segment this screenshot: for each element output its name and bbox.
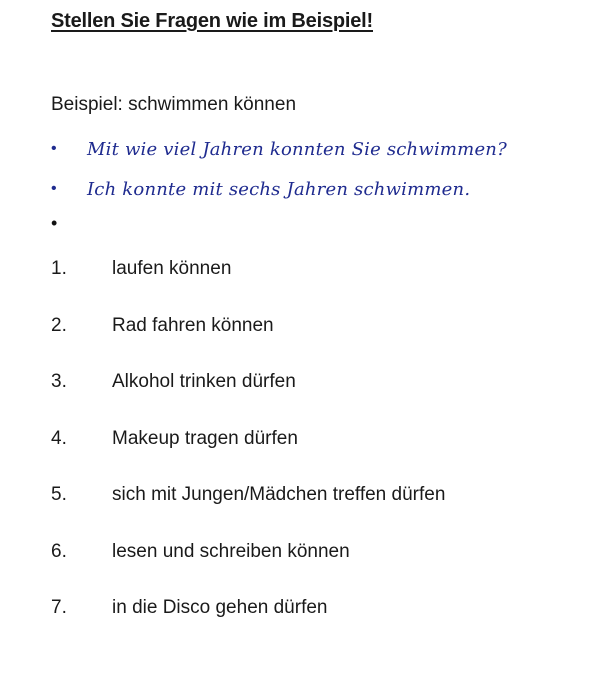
task-number: 6. bbox=[51, 541, 67, 562]
example-label: Beispiel: schwimmen können bbox=[51, 94, 297, 115]
task-item bbox=[51, 371, 296, 393]
task-number: 5. bbox=[51, 484, 67, 505]
example-question-line bbox=[51, 134, 507, 164]
task-number: 3. bbox=[51, 371, 67, 392]
bullet-icon: • bbox=[51, 212, 58, 233]
task-item bbox=[51, 597, 327, 619]
task-item bbox=[51, 428, 298, 450]
task-text: Makeup tragen dürfen bbox=[112, 428, 298, 449]
worksheet-title: Stellen Sie Fragen wie im Beispiel! bbox=[51, 10, 373, 32]
example-answer: Ich konnte mit sechs Jahren schwimmen. bbox=[87, 178, 471, 200]
task-text: Alkohol trinken dürfen bbox=[112, 371, 296, 392]
task-text: Rad fahren können bbox=[112, 315, 274, 336]
example-question: Mit wie viel Jahren konnten Sie schwimmen? bbox=[87, 138, 507, 160]
task-number: 7. bbox=[51, 597, 67, 618]
task-text: in die Disco gehen dürfen bbox=[112, 597, 328, 618]
task-item bbox=[51, 315, 274, 337]
bullet-icon: • bbox=[51, 180, 57, 197]
task-number: 1. bbox=[51, 258, 67, 279]
bullet-icon: • bbox=[51, 140, 57, 157]
task-text: sich mit Jungen/Mädchen treffen dürfen bbox=[112, 484, 446, 505]
task-number: 2. bbox=[51, 315, 67, 336]
task-text: lesen und schreiben können bbox=[112, 541, 350, 562]
empty-bullet-line bbox=[51, 208, 87, 238]
task-item bbox=[51, 541, 350, 563]
task-item bbox=[51, 258, 231, 280]
example-answer-line bbox=[51, 174, 470, 204]
task-number: 4. bbox=[51, 428, 67, 449]
task-item bbox=[51, 484, 445, 506]
task-text: laufen können bbox=[112, 258, 232, 279]
